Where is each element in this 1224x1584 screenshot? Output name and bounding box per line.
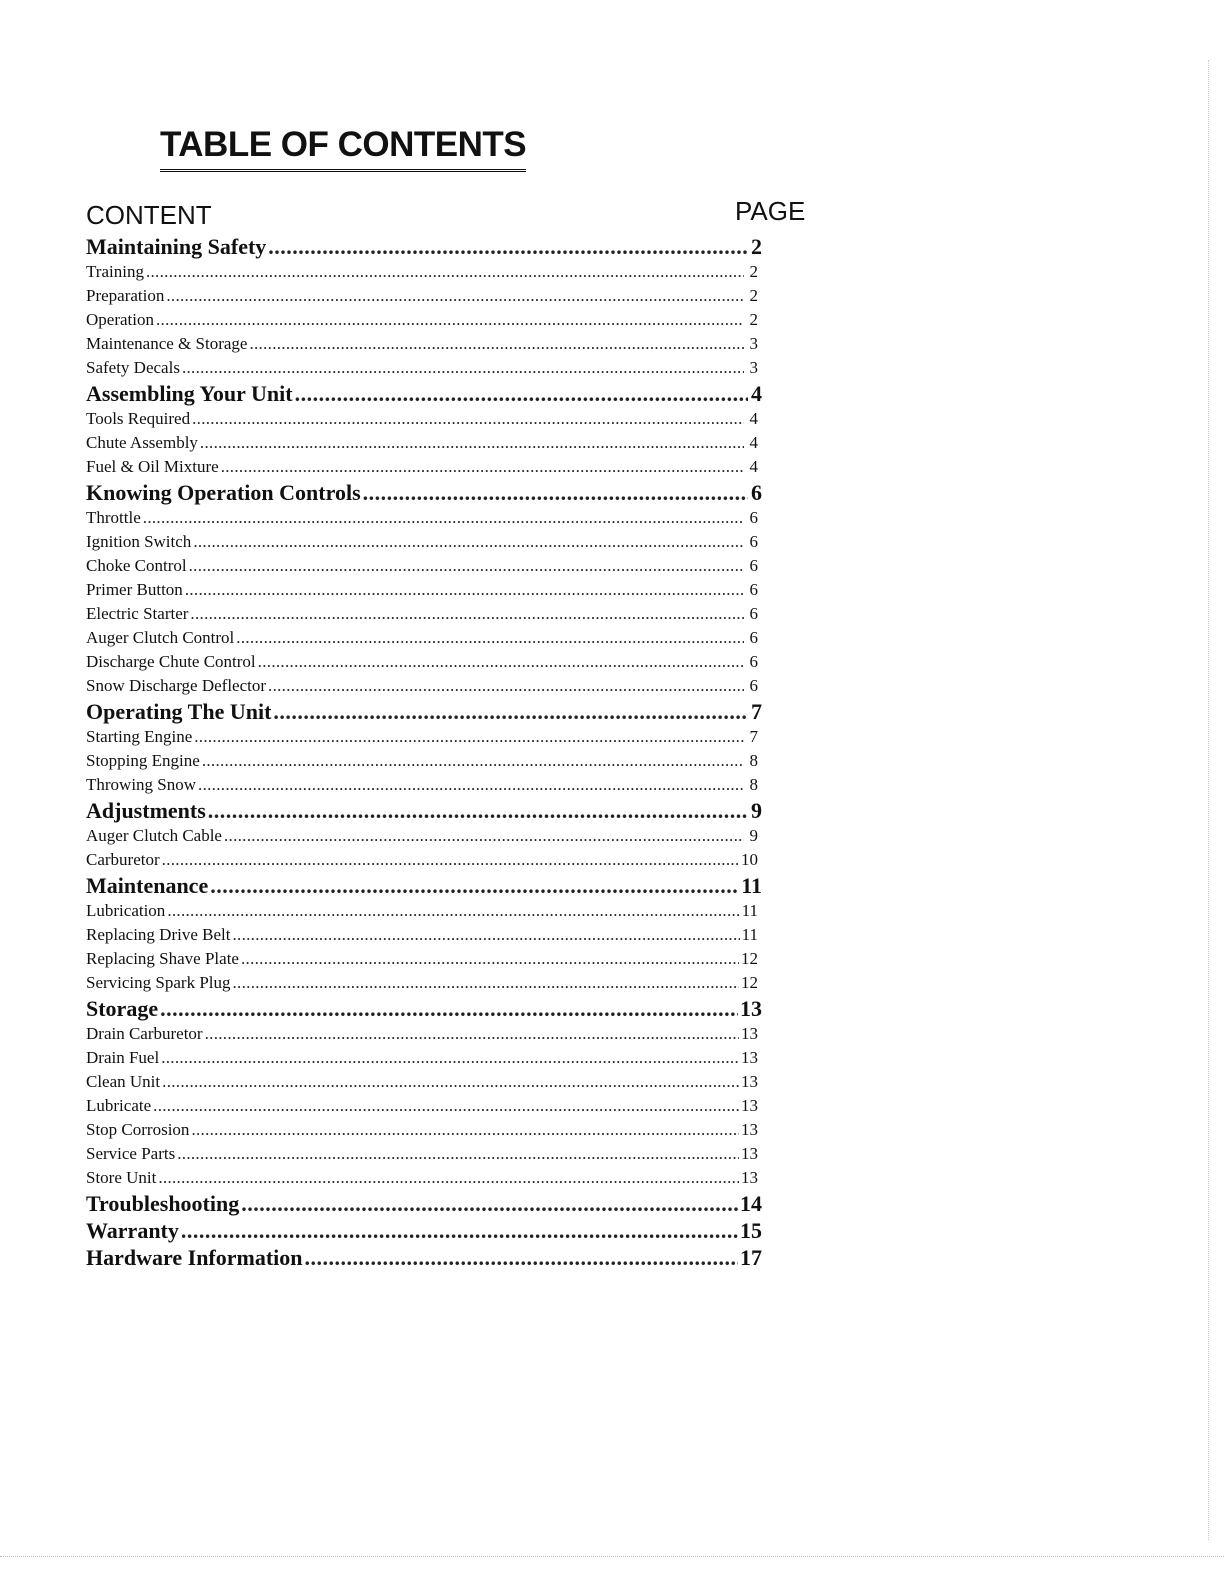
dot-leader — [200, 430, 744, 454]
dot-leader — [162, 847, 739, 871]
dot-leader — [268, 232, 748, 259]
dot-leader — [185, 577, 744, 601]
dot-leader — [167, 898, 739, 922]
toc-entry-label: Drain Carburetor — [86, 1024, 203, 1043]
toc-entry-page-number: 6 — [749, 604, 758, 623]
toc-entry-label: Tools Required — [86, 409, 191, 428]
toc-entry-page-number: 12 — [741, 973, 758, 992]
toc-entry-page-number: 6 — [749, 676, 758, 695]
dot-leader — [191, 1117, 739, 1141]
toc-section-entry — [86, 478, 766, 505]
toc-entry-label: Knowing Operation Controls — [86, 480, 361, 505]
toc-entry-page-number: 2 — [751, 234, 762, 259]
toc-entry-page-number: 14 — [740, 1191, 762, 1216]
toc-entry-page-number: 13 — [741, 1024, 758, 1043]
toc-subsection-entry — [86, 1093, 766, 1117]
toc-subsection-entry — [86, 847, 766, 871]
toc-subsection-entry — [86, 1021, 766, 1045]
toc-entry-page-number: 11 — [741, 873, 762, 898]
dot-leader — [210, 871, 739, 898]
dot-leader — [236, 625, 744, 649]
toc-entry-label: Primer Button — [86, 580, 183, 599]
toc-entry-label: Maintenance & Storage — [86, 334, 248, 353]
toc-section-entry — [86, 1243, 766, 1270]
dot-leader — [161, 1045, 739, 1069]
toc-subsection-entry — [86, 772, 766, 796]
toc-entry-page-number: 13 — [741, 1072, 758, 1091]
toc-entry-label: Auger Clutch Control — [86, 628, 235, 647]
toc-subsection-entry — [86, 601, 766, 625]
toc-subsection-entry — [86, 1117, 766, 1141]
dot-leader — [189, 553, 744, 577]
dot-leader — [273, 697, 748, 724]
toc-entry-label: Stopping Engine — [86, 751, 200, 770]
toc-entry-label: Warranty — [86, 1218, 179, 1243]
toc-entry-page-number: 17 — [740, 1245, 762, 1270]
toc-entry-label: Storage — [86, 996, 159, 1021]
toc-subsection-entry — [86, 673, 766, 697]
dot-leader — [249, 331, 744, 355]
dot-leader — [194, 724, 744, 748]
toc-entry-page-number: 4 — [751, 381, 762, 406]
toc-entry-page-number: 13 — [741, 1168, 758, 1187]
toc-entry-page-number: 6 — [749, 652, 758, 671]
toc-entry-page-number: 7 — [749, 727, 758, 746]
toc-section-entry — [86, 697, 766, 724]
toc-entry-page-number: 15 — [740, 1218, 762, 1243]
toc-subsection-entry — [86, 259, 766, 283]
toc-entry-label: Snow Discharge Deflector — [86, 676, 267, 695]
dot-leader — [143, 505, 744, 529]
toc-entry-label: Servicing Spark Plug — [86, 973, 231, 992]
dot-leader — [205, 1021, 739, 1045]
toc-subsection-entry — [86, 307, 766, 331]
toc-entry-label: Auger Clutch Cable — [86, 826, 222, 845]
toc-entry-label: Store Unit — [86, 1168, 157, 1187]
dot-leader — [153, 1093, 739, 1117]
toc-entry-page-number: 9 — [751, 798, 762, 823]
toc-entry-page-number: 6 — [749, 508, 758, 527]
dot-leader — [193, 529, 744, 553]
toc-subsection-entry — [86, 625, 766, 649]
dot-leader — [258, 649, 744, 673]
dot-leader — [160, 994, 738, 1021]
toc-entry-page-number: 13 — [741, 1120, 758, 1139]
toc-subsection-entry — [86, 505, 766, 529]
toc-entry-label: Service Parts — [86, 1144, 176, 1163]
toc-subsection-entry — [86, 529, 766, 553]
toc-entry-label: Lubrication — [86, 901, 166, 920]
dot-leader — [268, 673, 744, 697]
dot-leader — [181, 1216, 738, 1243]
dot-leader — [241, 1189, 738, 1216]
toc-subsection-entry — [86, 1165, 766, 1189]
toc-section-entry — [86, 1189, 766, 1216]
toc-subsection-entry — [86, 823, 766, 847]
dot-leader — [241, 946, 739, 970]
dot-leader — [221, 454, 744, 478]
toc-entry-label: Ignition Switch — [86, 532, 192, 551]
toc-entry-label: Carburetor — [86, 850, 160, 869]
toc-entry-label: Replacing Shave Plate — [86, 949, 239, 968]
toc-entry-page-number: 3 — [749, 358, 758, 377]
toc-subsection-entry — [86, 355, 766, 379]
toc-entry-label: Lubricate — [86, 1096, 152, 1115]
toc-subsection-entry — [86, 577, 766, 601]
toc-entry-label: Chute Assembly — [86, 433, 198, 452]
toc-entry-label: Throttle — [86, 508, 141, 527]
toc-entry-page-number: 12 — [741, 949, 758, 968]
toc-subsection-entry — [86, 331, 766, 355]
toc-entry-page-number: 6 — [749, 532, 758, 551]
toc-entry-page-number: 11 — [741, 901, 758, 920]
toc-entry-label: Electric Starter — [86, 604, 189, 623]
toc-entry-page-number: 2 — [749, 262, 758, 281]
toc-entry-label: Throwing Snow — [86, 775, 197, 794]
toc-subsection-entry — [86, 748, 766, 772]
toc-entry-label: Hardware Information — [86, 1245, 303, 1270]
toc-section-entry — [86, 232, 766, 259]
table-of-contents-list — [86, 232, 766, 1270]
toc-entry-page-number: 13 — [741, 1048, 758, 1067]
toc-subsection-entry — [86, 454, 766, 478]
toc-entry-label: Replacing Drive Belt — [86, 925, 231, 944]
toc-entry-label: Troubleshooting — [86, 1191, 240, 1216]
toc-subsection-entry — [86, 724, 766, 748]
toc-entry-label: Adjustments — [86, 798, 206, 823]
dot-leader — [192, 406, 744, 430]
toc-subsection-entry — [86, 946, 766, 970]
toc-entry-label: Maintaining Safety — [86, 234, 267, 259]
toc-subsection-entry — [86, 553, 766, 577]
toc-entry-page-number: 9 — [749, 826, 758, 845]
toc-entry-label: Operating The Unit — [86, 699, 272, 724]
toc-section-entry — [86, 871, 766, 898]
toc-entry-label: Stop Corrosion — [86, 1120, 190, 1139]
toc-entry-page-number: 4 — [749, 433, 758, 452]
content-column-header: CONTENT — [86, 200, 212, 230]
dot-leader — [202, 748, 744, 772]
toc-entry-label: Choke Control — [86, 556, 187, 575]
scan-edge-bottom — [0, 1556, 1224, 1557]
dot-leader — [146, 259, 744, 283]
toc-section-entry — [86, 379, 766, 406]
toc-subsection-entry — [86, 283, 766, 307]
toc-section-entry — [86, 994, 766, 1021]
toc-entry-page-number: 11 — [741, 925, 758, 944]
toc-entry-label: Discharge Chute Control — [86, 652, 256, 671]
dot-leader — [166, 283, 744, 307]
toc-subsection-entry — [86, 430, 766, 454]
dot-leader — [208, 796, 748, 823]
toc-subsection-entry — [86, 1045, 766, 1069]
toc-section-entry — [86, 1216, 766, 1243]
dot-leader — [305, 1243, 738, 1270]
dot-leader — [363, 478, 748, 505]
toc-entry-label: Fuel & Oil Mixture — [86, 457, 219, 476]
toc-entry-page-number: 8 — [749, 751, 758, 770]
dot-leader — [182, 355, 744, 379]
toc-entry-page-number: 6 — [751, 480, 762, 505]
page-title: TABLE OF CONTENTS — [160, 123, 526, 172]
dot-leader — [190, 601, 744, 625]
toc-entry-label: Drain Fuel — [86, 1048, 160, 1067]
dot-leader — [177, 1141, 739, 1165]
toc-entry-label: Operation — [86, 310, 154, 329]
dot-leader — [158, 1165, 739, 1189]
dot-leader — [156, 307, 744, 331]
toc-entry-page-number: 3 — [749, 334, 758, 353]
dot-leader — [198, 772, 744, 796]
toc-entry-page-number: 6 — [749, 580, 758, 599]
toc-section-entry — [86, 796, 766, 823]
toc-entry-page-number: 4 — [749, 457, 758, 476]
toc-subsection-entry — [86, 649, 766, 673]
toc-entry-page-number: 13 — [740, 996, 762, 1021]
toc-subsection-entry — [86, 922, 766, 946]
toc-entry-page-number: 13 — [741, 1144, 758, 1163]
toc-subsection-entry — [86, 1141, 766, 1165]
toc-subsection-entry — [86, 1069, 766, 1093]
toc-entry-label: Preparation — [86, 286, 165, 305]
dot-leader — [232, 922, 739, 946]
toc-entry-page-number: 6 — [749, 628, 758, 647]
dot-leader — [233, 970, 740, 994]
toc-entry-label: Assembling Your Unit — [86, 381, 293, 406]
toc-subsection-entry — [86, 406, 766, 430]
toc-entry-page-number: 13 — [741, 1096, 758, 1115]
toc-entry-page-number: 10 — [741, 850, 758, 869]
toc-entry-label: Starting Engine — [86, 727, 193, 746]
toc-entry-label: Safety Decals — [86, 358, 180, 377]
toc-entry-page-number: 8 — [749, 775, 758, 794]
toc-entry-page-number: 7 — [751, 699, 762, 724]
toc-entry-page-number: 2 — [749, 310, 758, 329]
toc-entry-label: Clean Unit — [86, 1072, 161, 1091]
toc-entry-page-number: 2 — [749, 286, 758, 305]
dot-leader — [162, 1069, 739, 1093]
scan-edge-right — [1208, 60, 1209, 1540]
toc-subsection-entry — [86, 970, 766, 994]
toc-entry-page-number: 4 — [749, 409, 758, 428]
toc-entry-label: Maintenance — [86, 873, 209, 898]
dot-leader — [295, 379, 748, 406]
toc-entry-page-number: 6 — [749, 556, 758, 575]
toc-entry-label: Training — [86, 262, 144, 281]
toc-subsection-entry — [86, 898, 766, 922]
dot-leader — [224, 823, 744, 847]
page-column-header: PAGE — [735, 196, 806, 226]
